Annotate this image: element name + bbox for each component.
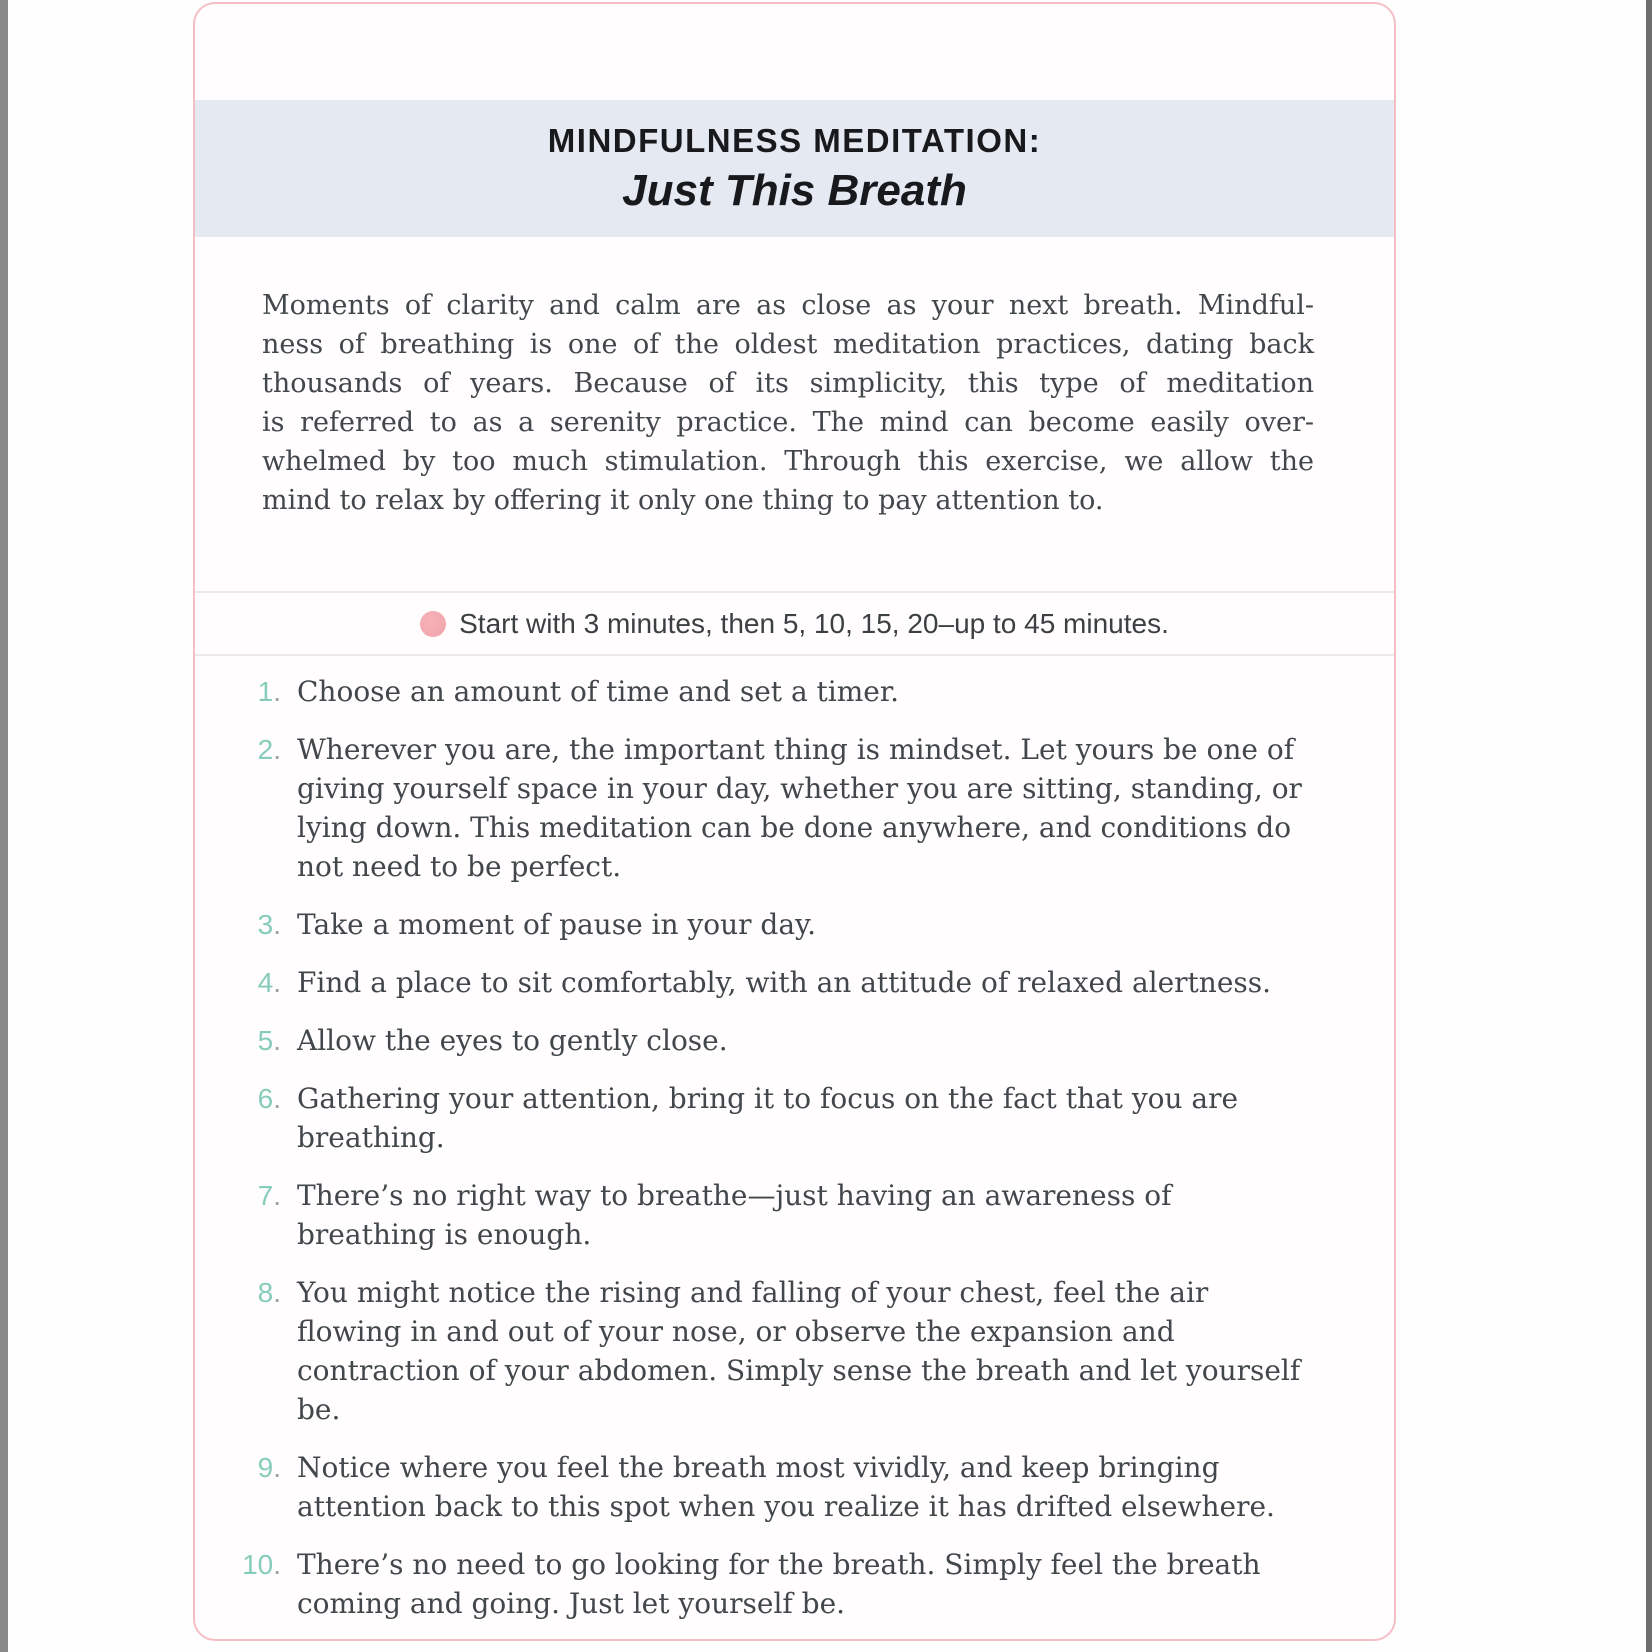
list-item — [235, 1545, 1315, 1623]
bullet-dot-icon — [420, 611, 446, 637]
list-item-number: 4. — [257, 967, 281, 998]
list-item — [235, 1021, 1315, 1060]
list-item-number: 7. — [257, 1180, 281, 1211]
scan-edge-left — [0, 0, 8, 1652]
title-band — [195, 100, 1394, 237]
worksheet-card — [193, 2, 1396, 1641]
intro-line: ness of breathing is one of the oldest meditation practices, dating back — [262, 329, 1314, 360]
list-item — [235, 963, 1315, 1002]
intro-line: mind to relax by offering it only one thing to pay attention to. — [262, 485, 1104, 516]
list-item-number: 1. — [257, 676, 281, 707]
list-item-text: Choose an amount of time and set a timer. — [297, 675, 900, 708]
timing-instruction-band — [195, 591, 1394, 656]
list-item-text: Wherever you are, the important thing is mindset. Let yours be one of giving yourself space in your day, whether you are sitting, standing, or lying down. This meditation can be done anywhere, and conditions do not need to be perfect. — [297, 733, 1302, 883]
intro-line: Moments of clarity and calm are as close as your next breath. Mindful- — [262, 290, 1314, 321]
list-item-number: 8. — [257, 1277, 281, 1308]
list-item-text: Notice where you feel the breath most vividly, and keep bringing attention back to this spot when you realize it has drifted elsewhere. — [297, 1451, 1275, 1523]
list-item — [235, 730, 1315, 886]
list-item-text: Allow the eyes to gently close. — [297, 1024, 728, 1057]
list-item-text: There’s no right way to breathe—just having an awareness of breathing is enough. — [297, 1179, 1172, 1251]
intro-line: is referred to as a serenity practice. The mind can become easily over- — [262, 407, 1314, 438]
list-item — [235, 1448, 1315, 1526]
list-item-text: Take a moment of pause in your day. — [297, 908, 817, 941]
list-item — [235, 1273, 1315, 1429]
list-item-number: 6. — [257, 1083, 281, 1114]
list-item-number: 5. — [257, 1025, 281, 1056]
intro-line: thousands of years. Because of its simplicity, this type of meditation — [262, 368, 1314, 399]
list-item-text: Gathering your attention, bring it to focus on the fact that you are breathing. — [297, 1082, 1239, 1154]
list-item-text: You might notice the rising and falling of your chest, feel the air flowing in and out of your nose, or observe the expansion and contraction of your abdomen. Simply sense the breath and let yourself be. — [297, 1276, 1301, 1426]
timing-instruction-text: Start with 3 minutes, then 5, 10, 15, 20–up to 45 minutes. — [459, 607, 1169, 639]
page-title: MINDFULNESS MEDITATION: — [547, 121, 1042, 159]
list-item-number: 9. — [257, 1452, 281, 1483]
list-item — [235, 905, 1315, 944]
list-item — [235, 1176, 1315, 1254]
list-item-number: 10. — [242, 1549, 281, 1580]
page-subtitle: Just This Breath — [622, 165, 967, 215]
intro-paragraph — [262, 286, 1314, 520]
list-item-text: There’s no need to go looking for the breath. Simply feel the breath coming and going. Just let yourself be. — [297, 1548, 1261, 1620]
list-item-number: 2. — [257, 734, 281, 765]
steps-list — [195, 672, 1394, 1623]
list-item — [235, 672, 1315, 711]
intro-line: whelmed by too much stimulation. Through this exercise, we allow the — [262, 446, 1314, 477]
scan-edge-right — [1646, 0, 1652, 1652]
list-item-text: Find a place to sit comfortably, with an attitude of relaxed alertness. — [297, 966, 1272, 999]
list-item-number: 3. — [257, 909, 281, 940]
list-item — [235, 1079, 1315, 1157]
